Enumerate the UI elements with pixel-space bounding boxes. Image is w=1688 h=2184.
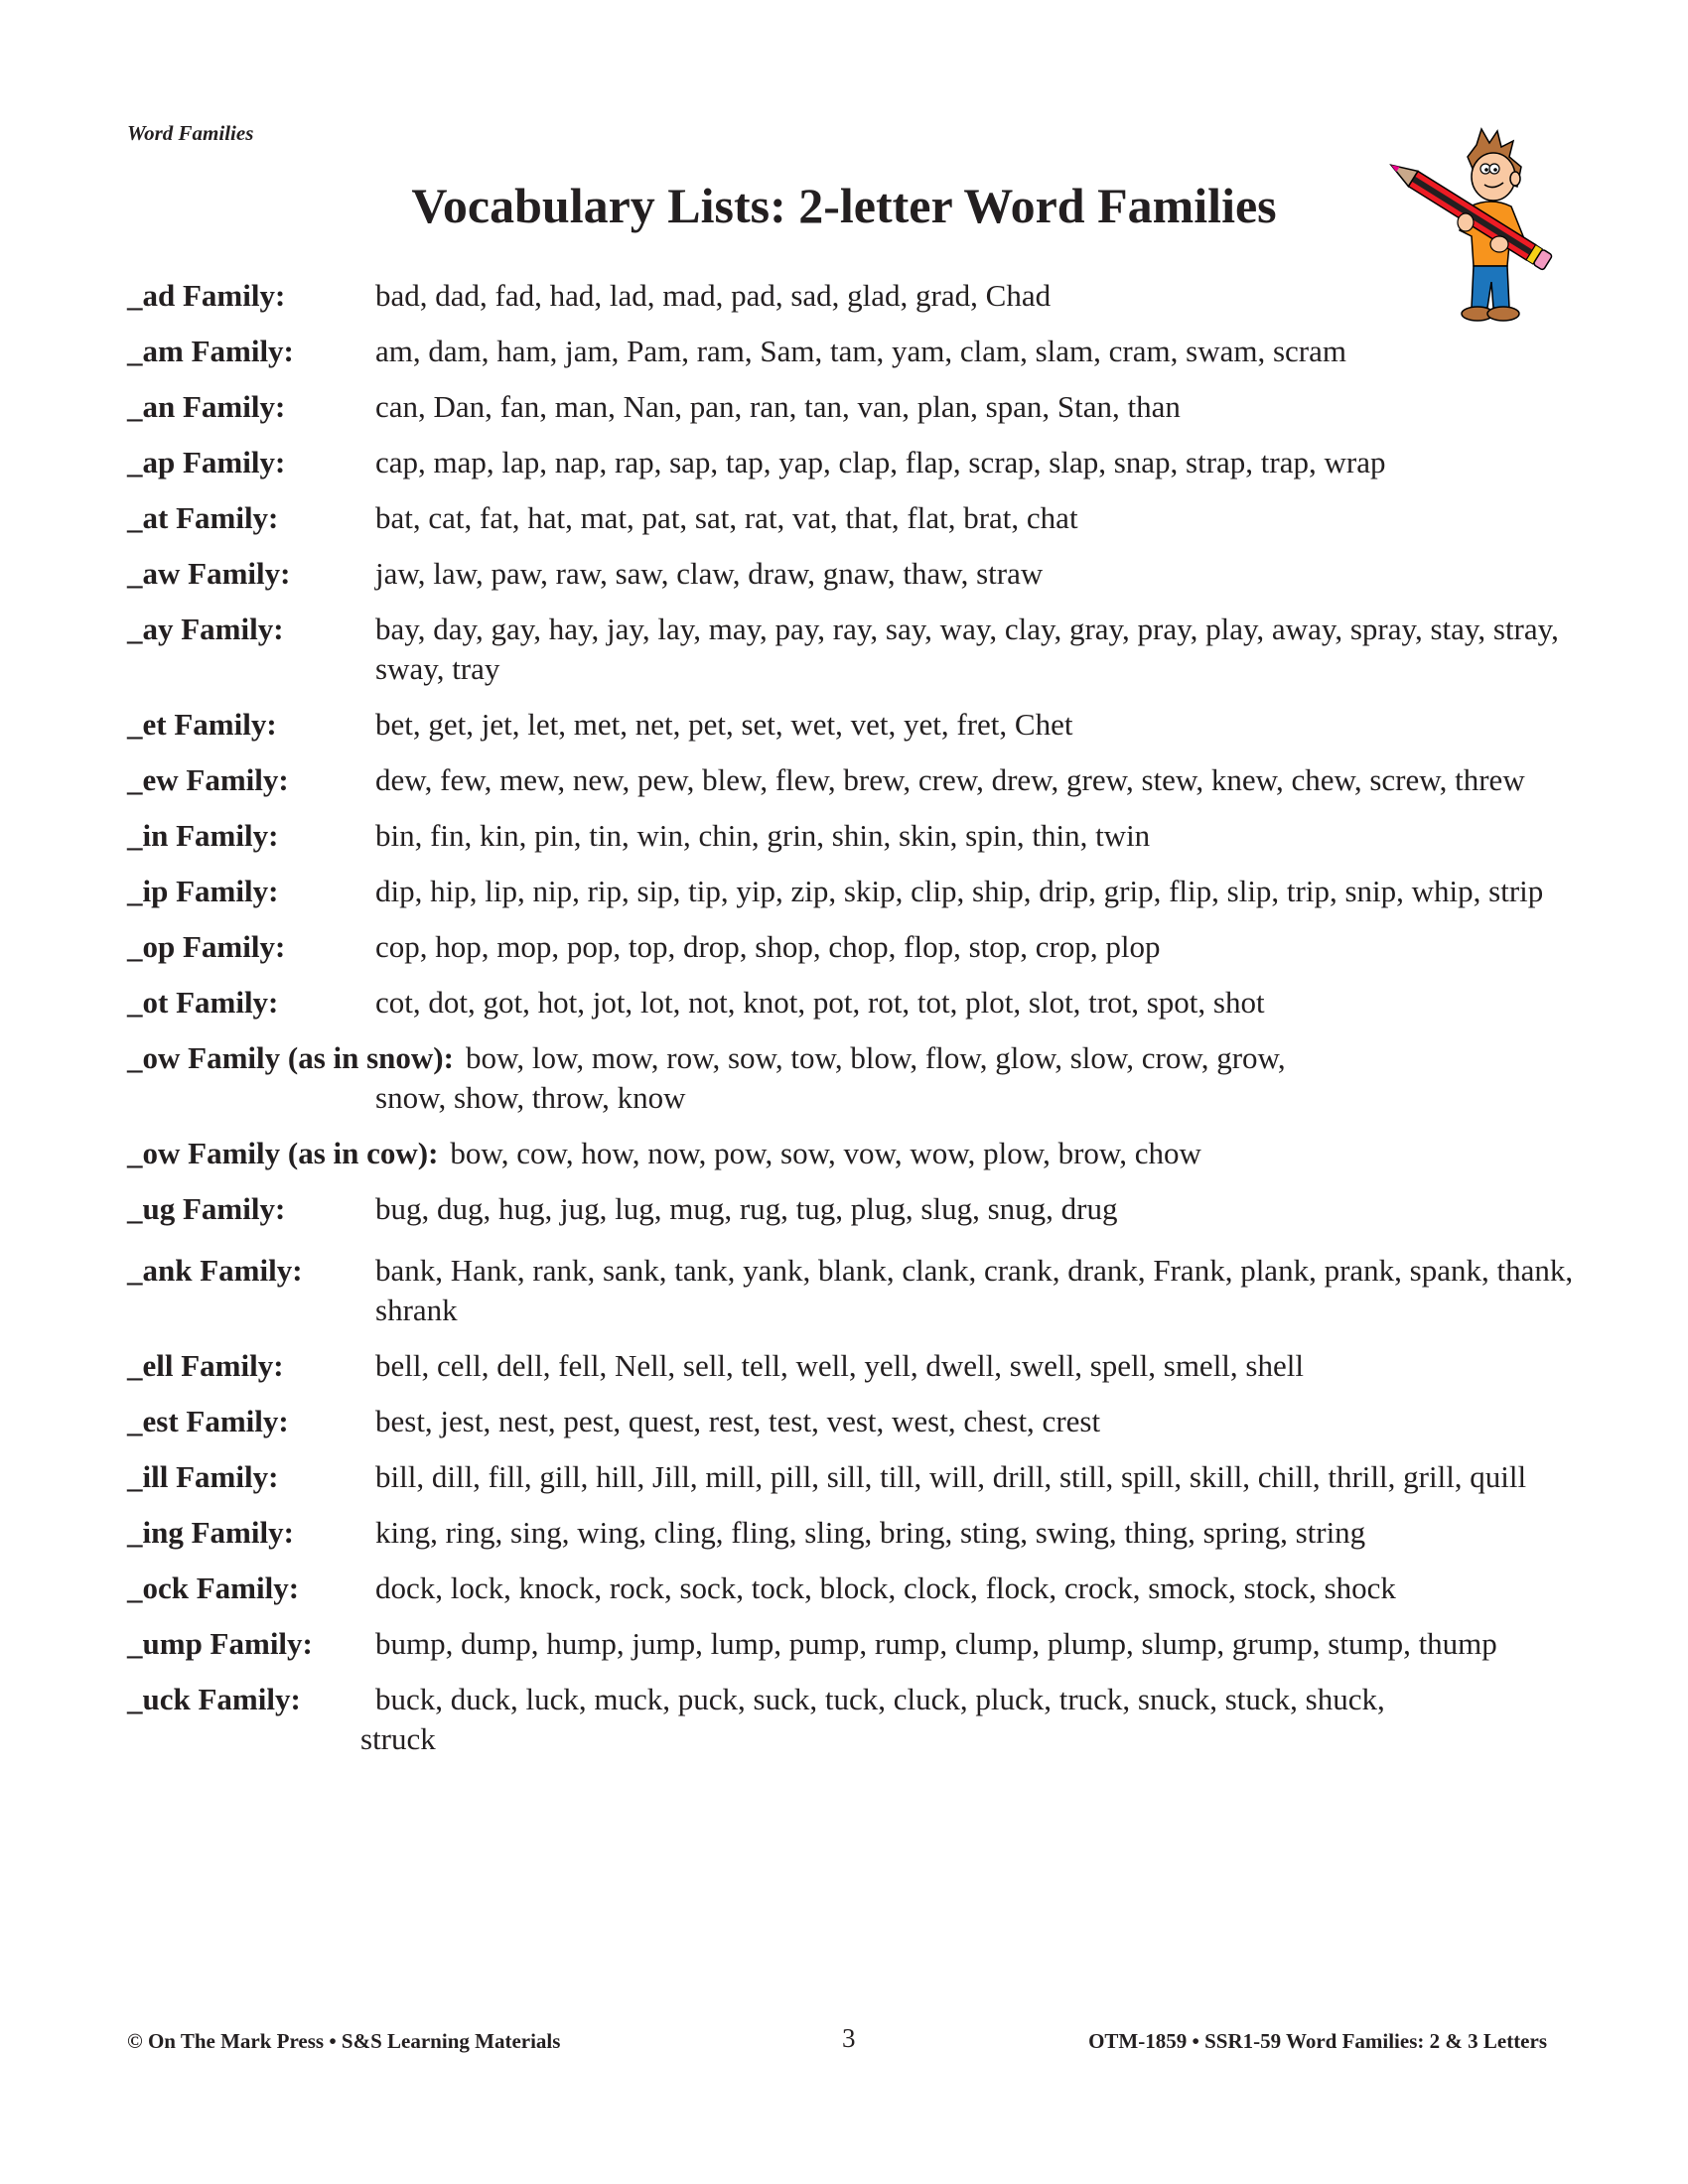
family-words: bin, fin, kin, pin, tin, win, chin, grin, shin, skin, spin, thin, twin <box>375 818 1151 853</box>
family-words: bow, low, mow, row, sow, tow, blow, flow, glow, slow, crow, grow, <box>465 1040 1286 1075</box>
family-row-ip <box>127 872 1577 911</box>
family-row-ell <box>127 1346 1577 1386</box>
footer-product-code: OTM-1859 • SSR1-59 Word Families: 2 & 3 Letters <box>1088 2029 1547 2053</box>
family-label: _ew Family: <box>127 762 289 797</box>
family-label: _uck Family: <box>127 1682 301 1716</box>
family-words: cap, map, lap, nap, rap, sap, tap, yap, clap, flap, scrap, slap, snap, strap, trap, wrap <box>375 445 1386 479</box>
family-label: _ug Family: <box>127 1191 286 1226</box>
family-label: _ip Family: <box>127 874 279 908</box>
family-row-ank <box>127 1251 1577 1330</box>
family-words-continued: snow, show, throw, know <box>375 1080 686 1115</box>
family-row-ot <box>127 983 1577 1023</box>
family-row-ock <box>127 1569 1577 1608</box>
family-words: bat, cat, fat, hat, mat, pat, sat, rat, vat, that, flat, brat, chat <box>375 500 1078 535</box>
family-words: bow, cow, how, now, pow, sow, vow, wow, plow, brow, chow <box>450 1136 1201 1170</box>
family-row-aw <box>127 554 1577 594</box>
family-row-ew <box>127 760 1577 800</box>
family-words: cot, dot, got, hot, jot, lot, not, knot, pot, rot, tot, plot, slot, trot, spot, shot <box>375 985 1265 1020</box>
page-title: Vocabulary Lists: 2-letter Word Families <box>411 178 1277 233</box>
page-number: 3 <box>842 2023 856 2053</box>
family-words: can, Dan, fan, man, Nan, pan, ran, tan, van, plan, span, Stan, than <box>375 389 1181 424</box>
family-row-ump <box>127 1624 1577 1664</box>
family-label: _et Family: <box>127 707 277 742</box>
family-row-ad <box>127 276 1577 316</box>
family-row-in <box>127 816 1577 856</box>
family-words: dew, few, mew, new, pew, blew, flew, brew, crew, drew, grew, stew, knew, chew, screw, threw <box>375 762 1525 797</box>
family-words: bell, cell, dell, fell, Nell, sell, tell, well, yell, dwell, swell, spell, smell, shell <box>375 1348 1304 1383</box>
family-row-ug <box>127 1189 1577 1229</box>
family-words: cop, hop, mop, pop, top, drop, shop, chop, flop, stop, crop, plop <box>375 929 1161 964</box>
family-row-ing <box>127 1513 1577 1553</box>
family-words: bet, get, jet, let, met, net, pet, set, wet, vet, yet, fret, Chet <box>375 707 1073 742</box>
family-label: _op Family: <box>127 929 286 964</box>
family-label: _ump Family: <box>127 1626 313 1661</box>
family-words: bump, dump, hump, jump, lump, pump, rump, clump, plump, slump, grump, stump, thump <box>375 1626 1497 1661</box>
family-label: _ing Family: <box>127 1515 294 1550</box>
family-row-uck <box>127 1680 1577 1759</box>
section-tag: Word Families <box>127 121 254 145</box>
family-row-est <box>127 1402 1577 1441</box>
family-label: _ock Family: <box>127 1570 300 1605</box>
family-label: _ot Family: <box>127 985 279 1020</box>
word-family-list <box>127 276 1577 1775</box>
family-words: bad, dad, fad, had, lad, mad, pad, sad, glad, grad, Chad <box>375 278 1052 313</box>
family-words-continued: struck <box>360 1721 436 1756</box>
family-label: _ell Family: <box>127 1348 284 1383</box>
page-footer <box>127 2023 1547 2054</box>
family-label: _at Family: <box>127 500 279 535</box>
family-words: bug, dug, hug, jug, lug, mug, rug, tug, plug, slug, snug, drug <box>375 1191 1118 1226</box>
family-row-et <box>127 705 1577 745</box>
family-words: bank, Hank, rank, sank, tank, yank, blank, clank, crank, drank, Frank, plank, prank, spank, thank, shrank <box>375 1253 1574 1327</box>
family-row-an <box>127 387 1577 427</box>
family-label: _ay Family: <box>127 612 284 646</box>
family-row-ow-cow <box>127 1134 1577 1173</box>
family-words: dock, lock, knock, rock, sock, tock, block, clock, flock, crock, smock, stock, shock <box>375 1570 1396 1605</box>
family-label: _ow Family (as in cow): <box>127 1136 439 1170</box>
family-words: king, ring, sing, wing, cling, fling, sling, bring, sting, swing, thing, spring, string <box>375 1515 1366 1550</box>
family-label: _in Family: <box>127 818 279 853</box>
family-row-at <box>127 498 1577 538</box>
family-words: jaw, law, paw, raw, saw, claw, draw, gnaw, thaw, straw <box>375 556 1044 591</box>
footer-copyright: © On The Mark Press • S&S Learning Materials <box>127 2029 561 2053</box>
family-row-op <box>127 927 1577 967</box>
family-label: _ad Family: <box>127 278 286 313</box>
family-row-ow-snow <box>127 1038 1577 1118</box>
family-words: dip, hip, lip, nip, rip, sip, tip, yip, zip, skip, clip, ship, drip, grip, flip, slip, trip, snip, whip, strip <box>375 874 1544 908</box>
family-label: _ow Family (as in snow): <box>127 1040 454 1075</box>
family-row-am <box>127 332 1577 371</box>
family-label: _est Family: <box>127 1404 289 1438</box>
family-label: _an Family: <box>127 389 286 424</box>
family-words: best, jest, nest, pest, quest, rest, test, vest, west, chest, crest <box>375 1404 1101 1438</box>
family-words: bay, day, gay, hay, jay, lay, may, pay, ray, say, way, clay, gray, pray, play, away, spray, stay, stray, sway, tray <box>375 612 1559 686</box>
family-words: buck, duck, luck, muck, puck, suck, tuck, cluck, pluck, truck, snuck, stuck, shuck, <box>375 1682 1385 1716</box>
family-label: _ank Family: <box>127 1253 303 1288</box>
family-label: _am Family: <box>127 334 294 368</box>
family-row-ill <box>127 1457 1577 1497</box>
family-row-ap <box>127 443 1577 482</box>
family-row-ay <box>127 610 1577 689</box>
family-words: bill, dill, fill, gill, hill, Jill, mill, pill, sill, till, will, drill, still, spill, skill, chill, thrill, grill, quill <box>375 1459 1527 1494</box>
family-words: am, dam, ham, jam, Pam, ram, Sam, tam, yam, clam, slam, cram, swam, scram <box>375 334 1346 368</box>
family-label: _ap Family: <box>127 445 286 479</box>
family-label: _ill Family: <box>127 1459 279 1494</box>
family-label: _aw Family: <box>127 556 291 591</box>
